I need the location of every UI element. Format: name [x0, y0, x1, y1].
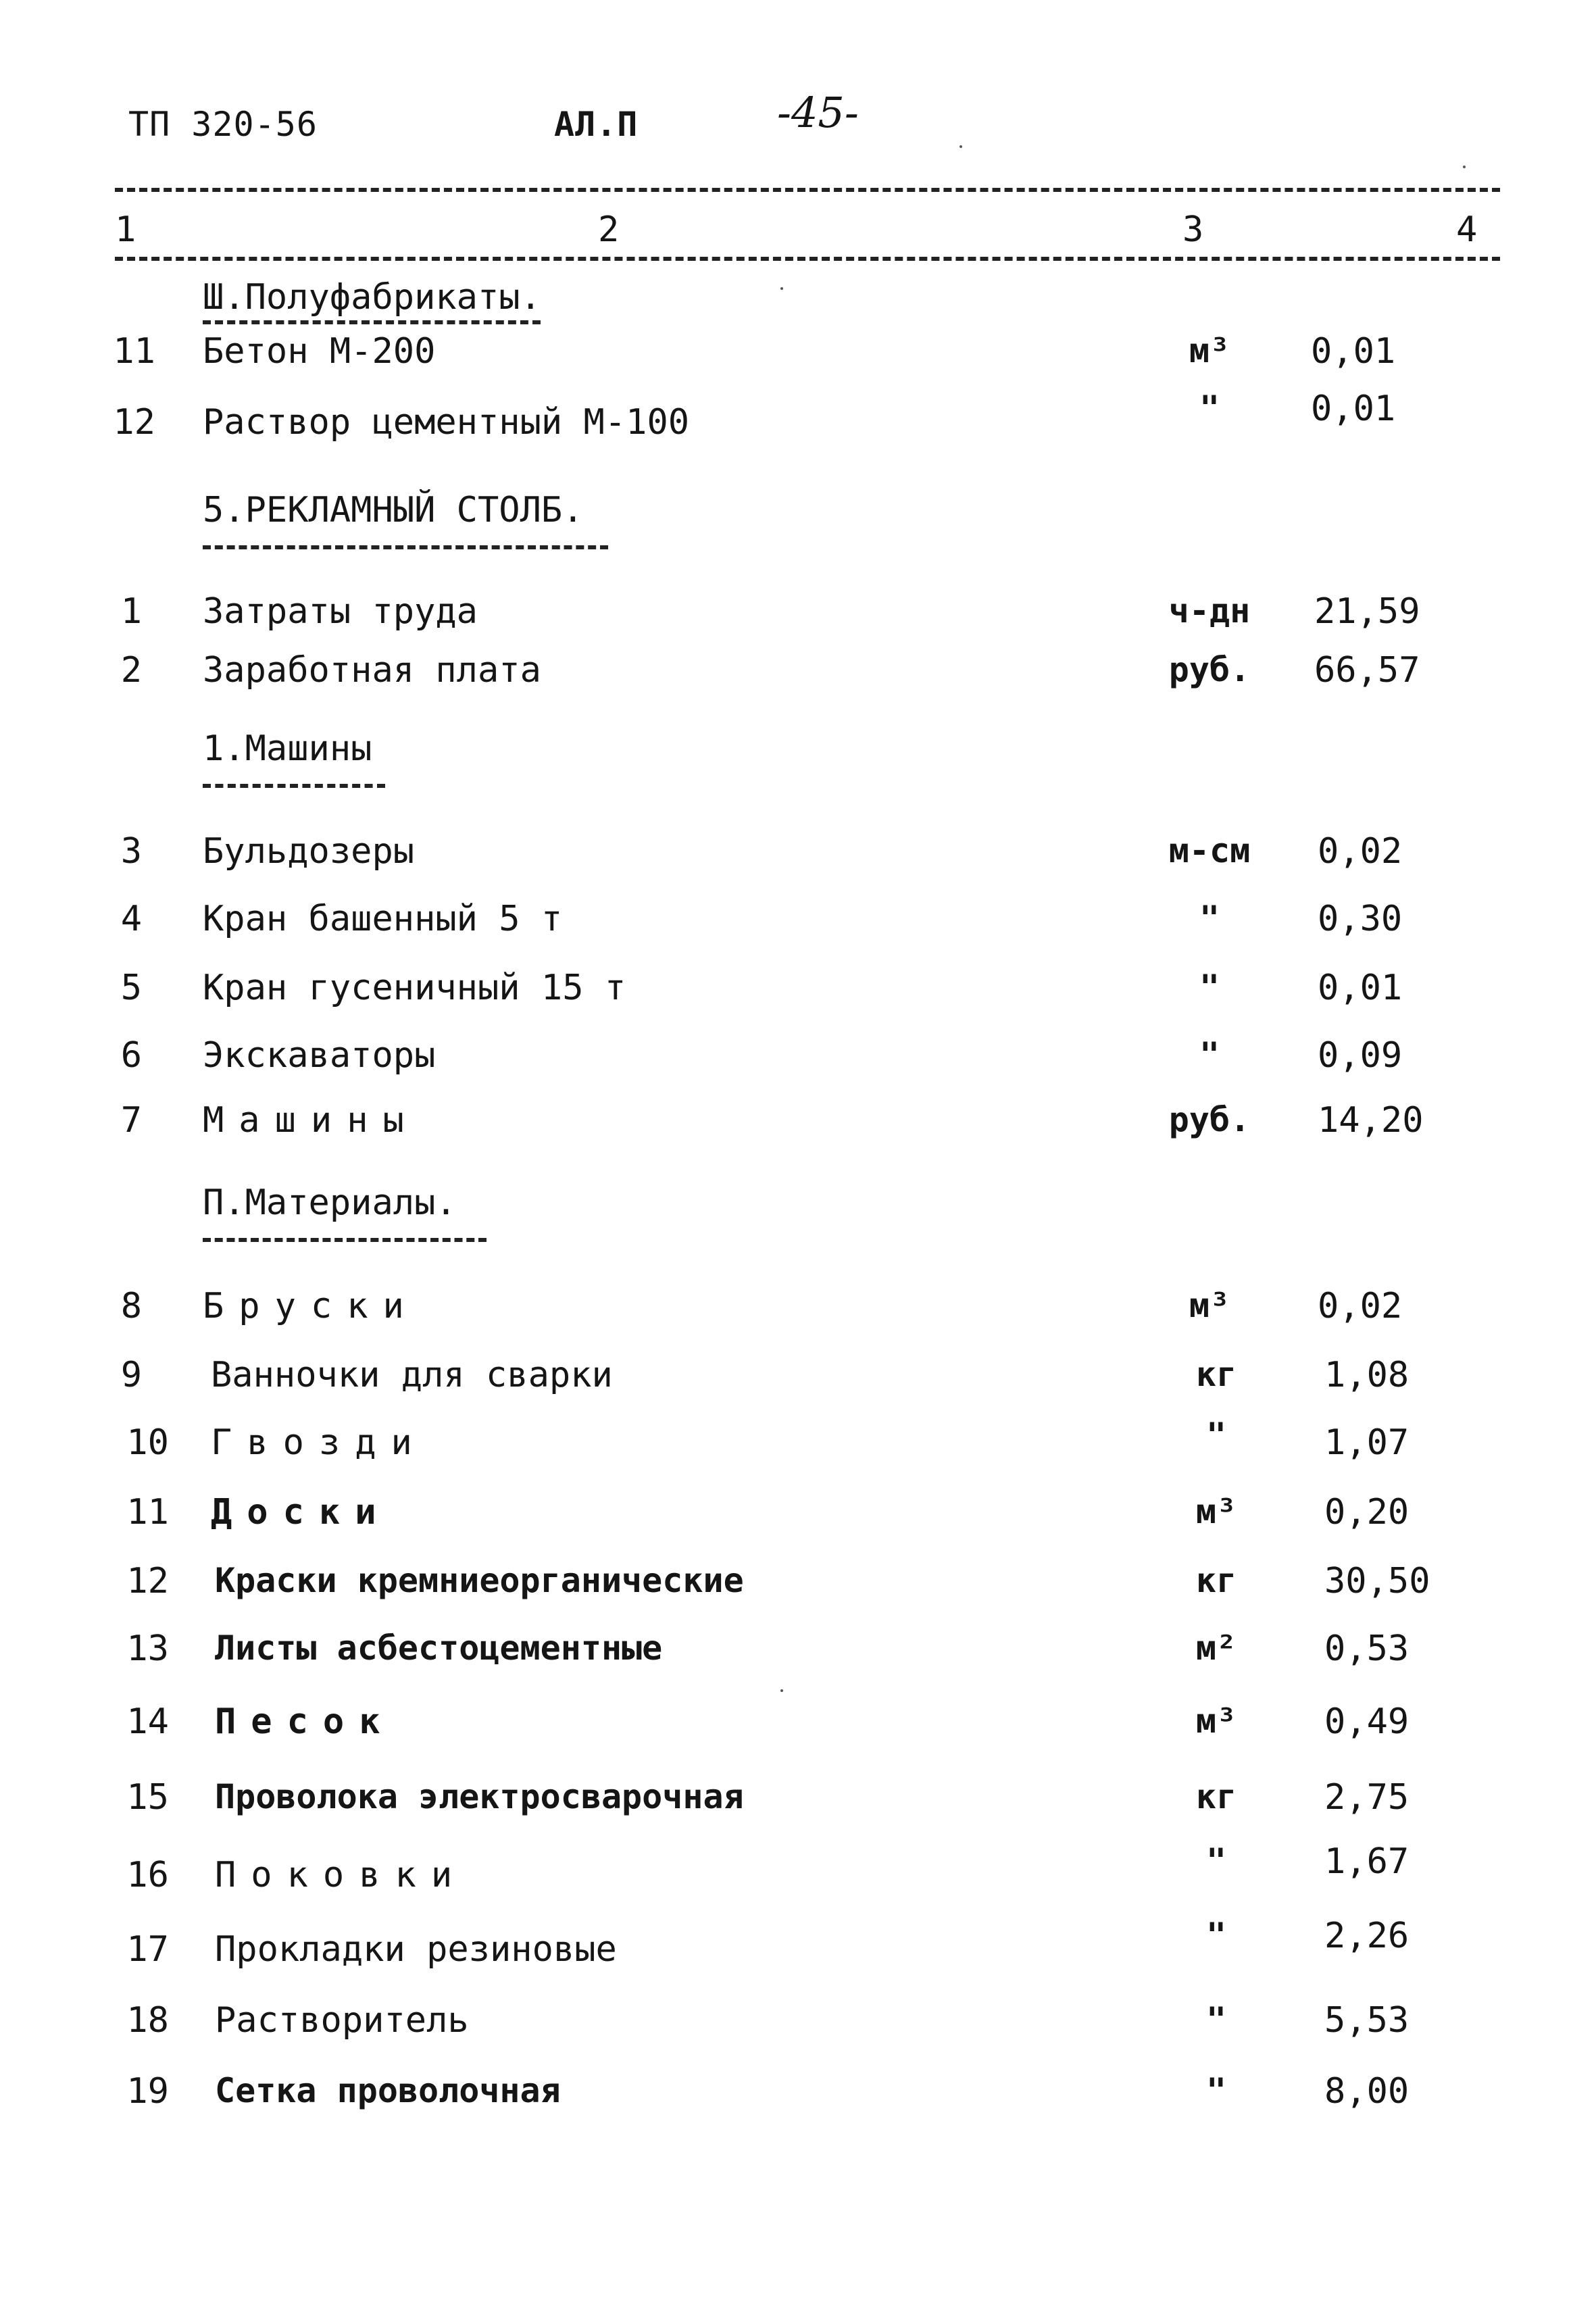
- section-title-materials: П.Материалы.: [203, 1183, 487, 1242]
- table-row: 15 Проволока электросварочная кг 2,75: [126, 1777, 1410, 1818]
- album-label: АЛ.П: [554, 105, 639, 144]
- table-row: 16 Поковки " 1,67: [126, 1841, 1410, 1895]
- column-header-3: 3: [1182, 209, 1204, 250]
- section-title-semifinished: Ш.Полуфабрикаты.: [203, 277, 541, 324]
- table-row: 1 Затраты труда ч-дн 21,59: [120, 591, 1420, 632]
- document-code: ТП 320-56: [128, 105, 318, 144]
- table-row: 10 Гвозди " 1,07: [126, 1416, 1410, 1463]
- table-row: 12 Краски кремниеорганические кг 30,50: [126, 1561, 1430, 1601]
- table-row: 4 Кран башенный 5 т " 0,30: [120, 899, 1403, 939]
- scan-speck: [780, 1689, 783, 1692]
- table-row: 11 Доски м³ 0,20: [126, 1492, 1410, 1533]
- table-header-rule: [115, 257, 1500, 261]
- table-row: 7 Машины руб. 14,20: [120, 1100, 1424, 1141]
- section-title-machines: 1.Машины: [203, 728, 385, 788]
- table-row: 9 Ванночки для сварки кг 1,08: [120, 1355, 1410, 1395]
- table-row: 13 Листы асбестоцементные м² 0,53: [126, 1628, 1410, 1669]
- table-row: 14 Песок м³ 0,49: [126, 1701, 1410, 1742]
- table-row: 11 Бетон М-200 м³ 0,01: [113, 331, 1396, 372]
- table-row: 19 Сетка проволочная " 8,00: [126, 2071, 1410, 2112]
- section-title-advertising-pillar: 5.РЕКЛАМНЫЙ СТОЛБ.: [203, 490, 608, 549]
- table-row: 3 Бульдозеры м-см 0,02: [120, 831, 1403, 872]
- table-row: 6 Экскаваторы " 0,09: [120, 1035, 1403, 1076]
- scan-speck: [1463, 166, 1466, 168]
- scan-speck: [959, 145, 962, 148]
- column-header-4: 4: [1456, 209, 1478, 250]
- column-header-1: 1: [115, 209, 136, 250]
- page-number: -45-: [777, 88, 859, 137]
- table-row: 8 Бруски м³ 0,02: [120, 1286, 1403, 1326]
- table-row: 2 Заработная плата руб. 66,57: [120, 650, 1420, 691]
- table-top-rule: [115, 188, 1500, 192]
- column-header-2: 2: [598, 209, 620, 250]
- table-row: 5 Кран гусеничный 15 т " 0,01: [120, 968, 1403, 1008]
- table-row: 17 Прокладки резиновые " 2,26: [126, 1916, 1410, 1970]
- table-row: 12 Раствор цементный М-100 " 0,01: [113, 389, 1396, 443]
- table-row: 18 Растворитель " 5,53: [126, 2000, 1410, 2041]
- scan-speck: [780, 287, 783, 290]
